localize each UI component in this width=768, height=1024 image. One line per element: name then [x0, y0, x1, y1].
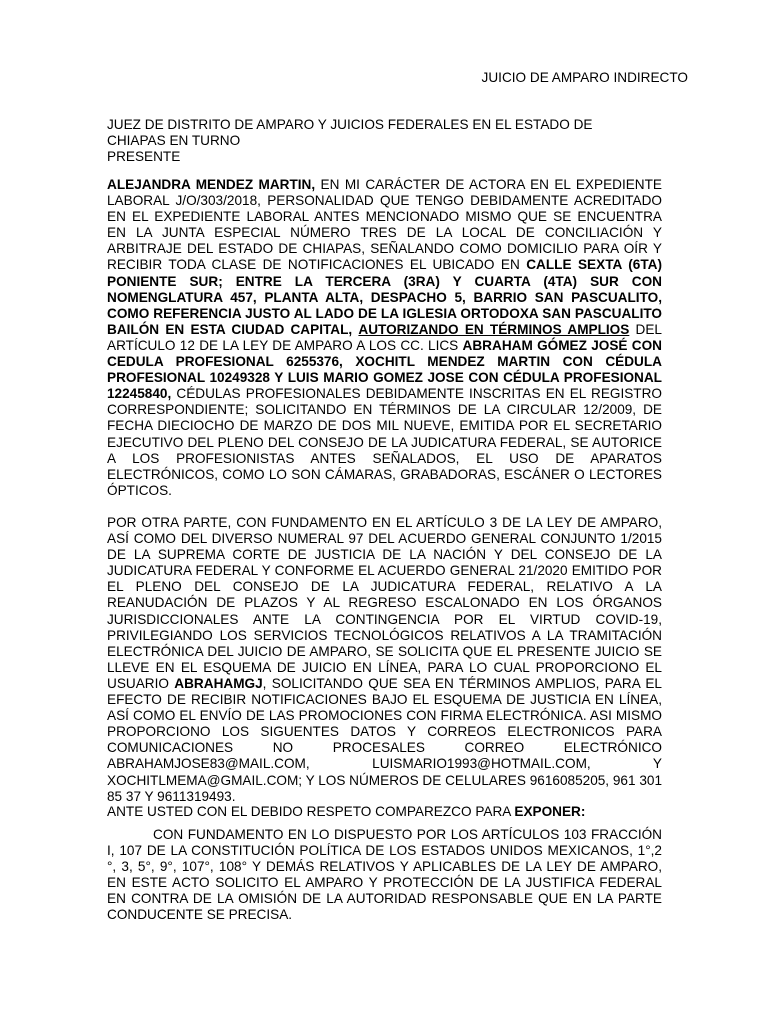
addressee-line-1: JUEZ DE DISTRITO DE AMPARO Y JUICIOS FEDERALES EN EL ESTADO DE [107, 117, 593, 132]
addressee-line-3: PRESENTE [107, 149, 181, 165]
paragraph-text: EN MI CARÁCTER DE ACTORA EN EL EXPEDIENTE LABORAL J/O/303/2018, PERSONALIDAD QUE TENGO DEBIDAMENTE ACREDITADO EN EL EXPEDIENTE LABORAL ANTES MENCIONADO MISMO QUE SE ENCUENTRA EN LA JUNTA ESPECIAL NÚMERO TRES DE LA LOCAL DE CONCILIACIÓN Y ARBITRAJE DEL ESTADO DE CHIAPAS, SEÑALANDO COMO DOMICILIO PARA OÍR Y RECIBIR TODA CLASE DE NOTIFICACIONES EL UBICADO EN [107, 177, 662, 273]
addressee-block [107, 117, 690, 165]
paragraph-text: , SOLICITANDO QUE SEA EN TÉRMINOS AMPLIOS, PARA EL EFECTO DE RECIBIR NOTIFICACIONES BAJO EL ESQUEMA DE JUSTICIA EN LÍNEA, ASÍ COMO EL ENVÍO DE LAS PROMOCIONES CON FIRMA ELECTRÓNICA. ASI MISMO PROPORCIONO LOS SIGUENTES DATOS Y CORREOS ELECTRONICOS PARA COMUNICACIONES NO PROCESALES CORREO ELECTRÓNICO ABRAHAMJOSE83@MAIL.COM, LUISMARIO1993@HOTMAIL.COM, Y XOCHITLMEMA@GMAIL.COM; Y LOS NÚMEROS DE CELULARES 9616085205, 961 301 85 37 Y 9611319493. [107, 675, 663, 804]
domicilio-text: CALLE SEXTA (6TA) PONIENTE SUR; ENTRE LA TERCERA (3RA) Y CUARTA (4TA) SUR CON NOMENGLATURA 457, PLANTA ALTA, DESPACHO 5, BARRIO SAN PASCUALITO, COMO REFERENCIA JUSTO AL LADO DE LA IGLESIA ORTODOXA SAN PASCUALITO BAILÓN EN ESTA CIUDAD CAPITAL, [107, 257, 662, 337]
autorizando-text: AUTORIZANDO EN TÉRMINOS AMPLIOS [358, 321, 630, 337]
paragraph-text: CÉDULAS PROFESIONALES DEBIDAMENTE INSCRITAS EN EL REGISTRO CORRESPONDIENTE; SOLICITANDO EN TÉRMINOS DE LA CIRCULAR 12/2009, DE FECHA DIECIOCHO DE MARZO DE DOS MIL NUEVE, EMITIDA POR EL SECRETARIO EJECUTIVO DEL PLENO DEL CONSEJO DE LA JUDICATURA FEDERAL, SE AUTORICE A LOS PROFESIONISTAS ANTES SEÑALADOS, EL USO DE APARATOS ELECTRÓNICOS, COMO LO SON CÁMARAS, GRABADORAS, ESCÁNER O LECTORES ÓPTICOS. [107, 386, 662, 498]
paragraph-fundamento: CON FUNDAMENTO EN LO DISPUESTO POR LOS ARTÍCULOS 103 FRACCIÓN I, 107 DE LA CONSTITUCIÓN POLÍTICA DE LOS ESTADOS UNIDOS MEXICANOS, 1°,2 °, 3, 5°, 9°, 107°, 108° Y DEMÁS RELATIVOS Y APLICABLES DE LA LEY DE AMPARO, EN ESTE ACTO SOLICITO EL AMPARO Y PROTECCIÓN DE LA JUSTIFICA FEDERAL EN CONTRA DE LA OMISIÓN DE LA AUTORIDAD RESPONSABLE QUE EN LA PARTE CONDUCENTE SE PRECISA. [107, 827, 662, 923]
paragraph-juicio-en-linea [107, 515, 662, 805]
addressee-line-2: CHIAPAS EN TURNO [107, 133, 241, 149]
paragraph-text: ANTE USTED CON EL DEBIDO RESPETO COMPAREZCO PARA [107, 804, 515, 819]
document-title: JUICIO DE AMPARO INDIRECTO [481, 70, 688, 85]
licenciados-text: ABRAHAM GÓMEZ JOSÉ CON CEDULA PROFESIONAL 6255376, XOCHITL MENDEZ MARTIN CON CÉDULA PROFESIONAL 10249328 Y LUIS MARIO GOMEZ JOSE CON CÉDULA PROFESIONAL 12245840, [107, 337, 662, 402]
actora-name: ALEJANDRA MENDEZ MARTIN, [107, 177, 316, 192]
paragraph-exponer [107, 804, 662, 820]
usuario-text: ABRAHAMGJ [174, 675, 263, 691]
exponer-text: EXPONER: [514, 804, 586, 819]
paragraph-text: POR OTRA PARTE, CON FUNDAMENTO EN EL ARTÍCULO 3 DE LA LEY DE AMPARO, ASÍ COMO DEL DIVERSO NUMERAL 97 DEL ACUERDO GENERAL CONJUNTO 1/2015 DE LA SUPREMA CORTE DE JUSTICIA DE LA NACIÓN Y DEL CONSEJO DE LA JUDICATURA FEDERAL Y CONFORME EL ACUERDO GENERAL 21/2020 EMITIDO POR EL PLENO DEL CONSEJO DE LA JUDICATURA FEDERAL, RELATIVO A LA REANUDACIÓN DE PLAZOS Y AL REGRESO ESCALONADO EN LOS ÓRGANOS JURISDICCIONALES ANTE LA CONTINGENCIA POR EL VIRTUD COVID-19, PRIVILEGIANDO LOS SERVICIOS TECNOLÓGICOS RELATIVOS A LA TRAMITACIÓN ELECTRÓNICA DEL JUICIO DE AMPARO, SE SOLICITA QUE EL PRESENTE JUICIO SE LLEVE EN EL ESQUEMA DE JUICIO EN LÍNEA, PARA LO CUAL PROPORCIONO EL USUARIO [107, 515, 662, 691]
paragraph-comparecencia [107, 177, 662, 499]
paragraph-text: DEL ARTÍCULO 12 DE LA LEY DE AMPARO A LOS CC. LICS [107, 321, 662, 353]
